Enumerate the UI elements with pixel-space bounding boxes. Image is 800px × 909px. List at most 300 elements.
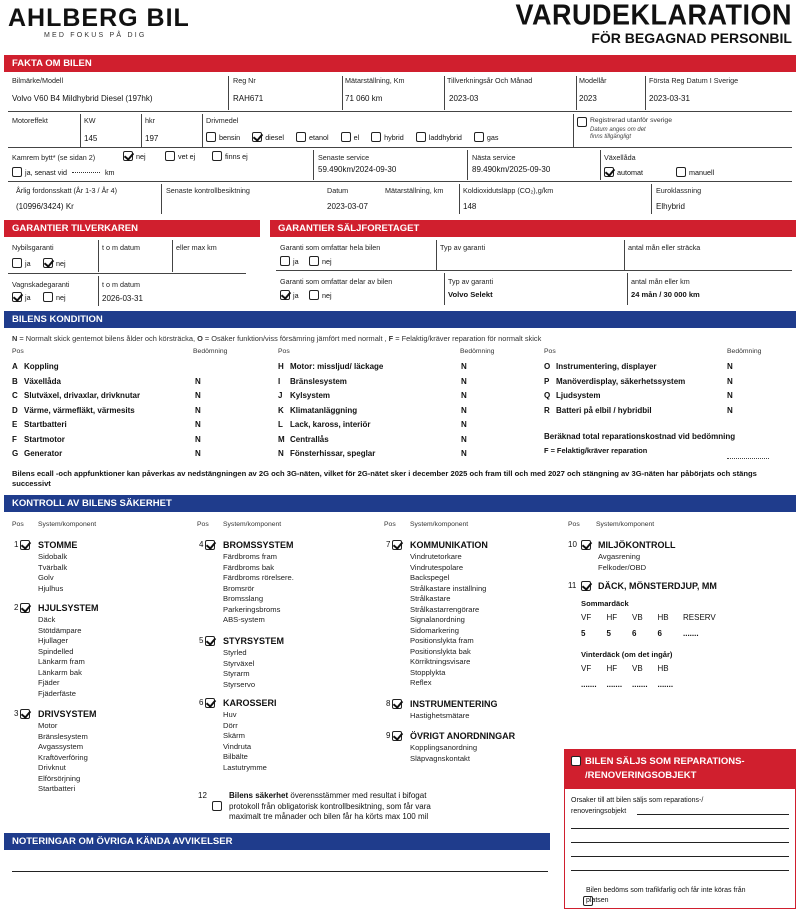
fuel-gas-checkbox[interactable] (474, 132, 484, 142)
safety-component: Parkeringsbroms (223, 604, 281, 614)
mfg-value: 2023-03 (449, 94, 479, 103)
safety-component: Släpvagnskontakt (410, 753, 470, 763)
firstreg-value: 2023-03-31 (649, 94, 690, 103)
safety-component: Kopplingsanordning (410, 743, 478, 752)
safety-group-number: 2 (14, 603, 19, 612)
safety-item12-text: Bilens säkerhet överensstämmer med resultat i bifogat protokoll från obligatorisk kontrollbesiktning, som får vara maximalt tre månader och bilen får ha körts max 100 mil (229, 791, 431, 821)
parts-no-checkbox[interactable] (309, 290, 319, 300)
repair-object-checkbox[interactable] (571, 756, 581, 766)
safety-component: Startbatteri (38, 784, 76, 793)
condition-item-label: Koppling (24, 362, 59, 371)
safety-component: Backspegel (410, 573, 450, 582)
timing-none-checkbox[interactable] (212, 151, 222, 161)
timing-unknown-option[interactable]: vet ej (165, 151, 195, 161)
whole-type-label: Typ av garanti (440, 243, 486, 252)
winter-tires-label: Vinterdäck (om det ingår) (581, 650, 673, 659)
newcar-maxkm-label: eller max km (176, 243, 217, 252)
fuel-gas-option[interactable]: gas (474, 132, 499, 142)
section-warranty-seller-title: GARANTIER SÄLJFORETAGET (270, 220, 796, 237)
safety-component: Hjullager (38, 636, 68, 645)
safety-component: Hjulhus (38, 583, 64, 593)
fuel-diesel-option[interactable]: diesel (252, 132, 284, 142)
page-title: VARUDEKLARATION (515, 0, 792, 31)
condition-pos: Q (544, 391, 551, 400)
condition-pos: L (278, 420, 283, 429)
condition-rating[interactable]: N (461, 434, 467, 444)
safety-group-title: BROMSSYSTEM (223, 540, 294, 550)
safety-component: Styrarm (223, 669, 250, 678)
condition-pos: N (278, 449, 284, 458)
safety-sys-header-2: System/komponent (223, 521, 282, 528)
safety-component: Stopplykta (410, 667, 446, 677)
whole-yes-option[interactable]: ja (280, 256, 299, 266)
tire-cell: RESERV (683, 613, 716, 622)
safety-component: Sidobalk (38, 552, 68, 561)
safety-component: Vindrutetorkare (410, 552, 462, 561)
parts-yes-checkbox[interactable] (280, 290, 290, 300)
whole-months-label: antal mån eller sträcka (628, 243, 701, 252)
safety-component: Lastutrymme (223, 762, 267, 772)
safety-item12-checkbox[interactable] (212, 801, 222, 811)
condition-pos-header-3: Pos (544, 348, 556, 355)
odometer-label: Mätarställning, Km (345, 76, 405, 85)
condition-item-label: Värme, värmefläkt, värmesits (24, 405, 135, 415)
condition-rating[interactable]: N (461, 391, 467, 400)
timing-none-option[interactable]: finns ej (212, 151, 248, 161)
condition-item-label: Instrumentering, displayer (556, 362, 657, 371)
fakta-row-1 (4, 73, 796, 111)
safety-group-checkbox[interactable] (392, 699, 402, 709)
brand-logo: AHLBERG BIL (8, 4, 190, 32)
repair-reason-line-4[interactable] (571, 870, 789, 871)
gearbox-auto-checkbox[interactable] (604, 167, 614, 177)
safety-component: Motor (38, 721, 58, 730)
whole-no-checkbox[interactable] (309, 256, 319, 266)
gearbox-manual-option[interactable]: manuell (676, 167, 714, 177)
foreign-reg-label: Registrerad utanför sverige (590, 117, 672, 124)
modelyear-label: Modellår (579, 76, 607, 85)
repair-object-title: BILEN SÄLJS SOM REPARATIONS- /RENOVERINGSOBJEKT (585, 756, 745, 781)
condition-rating-header-1: Bedömning (193, 348, 228, 355)
fuel-options (206, 132, 499, 142)
safety-group-checkbox[interactable] (581, 540, 591, 550)
safety-group-number: 9 (386, 731, 391, 740)
safety-component: Däck (38, 615, 56, 624)
safety-component: Bränslesystem (38, 731, 88, 741)
condition-item-label: Kylsystem (290, 391, 331, 400)
fuel-hybrid-checkbox[interactable] (371, 132, 381, 142)
safety-pos-header-4: Pos (568, 521, 580, 528)
hk-value: 197 (145, 134, 159, 143)
safety-component: Länkarm bak (38, 667, 82, 677)
condition-pos: O (544, 362, 551, 371)
safety-sys-header-4: System/komponent (596, 521, 655, 528)
safety-group-number: 5 (199, 636, 204, 645)
safety-group-checkbox[interactable] (581, 581, 591, 591)
safety-component: Huv (223, 710, 237, 719)
fuel-diesel-checkbox[interactable] (252, 132, 262, 142)
gearbox-label: Växellåda (604, 153, 636, 162)
condition-pos: R (544, 405, 550, 415)
condition-pos: H (278, 362, 284, 371)
tire-cell: HF (606, 613, 618, 622)
condition-item-label: Växellåda (24, 376, 61, 386)
hk-label: hkr (145, 116, 155, 125)
wagon-warranty-label: Vagnskadegaranti (12, 280, 70, 289)
safety-component: Stötdämpare (38, 625, 82, 635)
safety-group (197, 636, 285, 689)
parts-type-label: Typ av garanti (448, 277, 494, 286)
wagon-no-option[interactable]: nej (43, 292, 66, 302)
repair-reason-line-3[interactable] (571, 856, 789, 857)
condition-rating[interactable]: N (195, 405, 201, 415)
safety-component: Strålkastarrengörare (410, 604, 480, 614)
condition-item-label: Bränslesystem (290, 376, 347, 386)
condition-item-label: Klimatanläggning (290, 405, 358, 415)
tire-cell: VF (581, 664, 592, 673)
timing-belt-label: Kamrem bytt* (se sidan 2) (12, 153, 96, 162)
safety-group-number: 11 (568, 581, 577, 590)
repair-reason-line-0[interactable] (637, 814, 789, 815)
safety-group (384, 540, 488, 687)
parts-warranty-label: Garanti som omfattar delar av bilen (280, 277, 393, 286)
wagon-no-checkbox[interactable] (43, 292, 53, 302)
co2-value: 148 (463, 202, 477, 211)
euro-value: Elhybrid (656, 202, 685, 211)
safety-group-checkbox[interactable] (20, 603, 30, 613)
parts-no-option[interactable]: nej (309, 290, 332, 300)
timing-unknown-checkbox[interactable] (165, 151, 175, 161)
safety-group-checkbox[interactable] (20, 540, 30, 550)
safety-group-title: DRIVSYSTEM (38, 709, 97, 719)
safety-component: Reflex (410, 678, 432, 687)
safety-component: Spindelled (38, 646, 74, 656)
safety-component: Bromsrör (223, 583, 255, 593)
repair-cost-label: Beräknad total reparationskostnad vid bedömning (544, 432, 736, 441)
condition-pos: E (12, 420, 18, 429)
timing-no-checkbox[interactable] (123, 151, 133, 161)
tire-cell[interactable]: 5 (606, 629, 611, 638)
safety-group-title: STYRSYSTEM (223, 636, 285, 646)
kw-label: KW (84, 116, 96, 125)
section-notes-title: NOTERINGAR OM ÖVRIGA KÄNDA AVVIKELSER (4, 833, 550, 850)
whole-warranty-label: Garanti som omfattar hela bilen (280, 243, 381, 252)
condition-item-label: Startmotor (24, 434, 65, 444)
euro-label: Euroklassning (656, 186, 702, 195)
foreign-reg-checkbox[interactable] (577, 117, 587, 127)
safety-pos-header-1: Pos (12, 521, 24, 528)
newcar-no-checkbox[interactable] (43, 258, 53, 268)
condition-rating[interactable]: N (727, 362, 733, 371)
nextservice-label: Nästa service (472, 153, 516, 162)
gearbox-manual-checkbox[interactable] (676, 167, 686, 177)
condition-pos: J (278, 391, 283, 400)
safety-group-checkbox[interactable] (205, 540, 215, 550)
tire-cell: HB (657, 613, 669, 622)
section-fakta-title: FAKTA OM BILEN (4, 55, 796, 72)
safety-component: Styrled (223, 648, 247, 657)
wagon-tom-value: 2026-03-31 (102, 294, 143, 303)
inspection-label: Senaste kontrollbesiktning (166, 186, 250, 195)
safety-component: Dörr (223, 720, 238, 730)
fuel-label: Drivmedel (206, 116, 239, 125)
fuel-bensin-checkbox[interactable] (206, 132, 216, 142)
whole-yes-checkbox[interactable] (280, 256, 290, 266)
safety-component: Avgasrening (598, 552, 641, 561)
lastservice-label: Senaste service (318, 153, 370, 162)
condition-legend: N = Normalt skick gentemot bilens ålder och körsträcka, O = Osäker funktion/viss försämring jämfört med normalt , F = Felaktig/kräver reparation för normalt skick (12, 334, 542, 343)
timing-yes-checkbox[interactable] (12, 167, 22, 177)
tire-cell[interactable]: ....... (632, 680, 648, 689)
section-warranty-manufacturer-title: GARANTIER TILVERKAREN (4, 220, 260, 237)
fuel-etanol-option[interactable]: etanol (296, 132, 329, 142)
timing-no-option[interactable]: nej (123, 151, 146, 161)
condition-rating[interactable]: N (461, 449, 467, 458)
fuel-etanol-checkbox[interactable] (296, 132, 306, 142)
safety-component: Sidomarkering (410, 625, 459, 635)
safety-component: Färdbroms rörelsere. (223, 573, 294, 582)
condition-item-label: Ljudsystem (556, 391, 601, 400)
summer-tires-label: Sommardäck (581, 599, 629, 608)
safety-component: Fjäder (38, 678, 60, 687)
condition-pos: M (278, 434, 285, 444)
safety-group-title: MILJÖKONTROLL (598, 540, 676, 550)
model-value: Volvo V60 B4 Mildhybrid Diesel (197hk) (12, 94, 153, 103)
condition-pos: G (12, 449, 19, 458)
condition-item-label: Generator (24, 449, 63, 458)
safety-component: Positionslykta bak (410, 646, 471, 656)
safety-group-number: 1 (14, 540, 19, 549)
newcar-tom-label: t o m datum (102, 243, 140, 252)
condition-pos: A (12, 362, 18, 371)
condition-pos: F (12, 434, 17, 444)
wagon-yes-checkbox[interactable] (12, 292, 22, 302)
mfg-label: Tillverkningsår Och Månad (447, 76, 533, 85)
safety-component: Hastighetsmätare (410, 711, 470, 720)
newcar-warranty-label: Nybilsgaranti (12, 243, 54, 252)
safety-component: Bilbälte (223, 752, 248, 761)
condition-rating[interactable]: N (727, 376, 733, 386)
safety-component: Färdbroms fram (223, 552, 278, 561)
newcar-yes-option[interactable]: ja (12, 258, 31, 268)
condition-item-label: Batteri på elbil / hybridbil (556, 405, 652, 415)
safety-group-checkbox[interactable] (20, 709, 30, 719)
brand-tagline: MED FOKUS PÅ DIG (44, 32, 147, 39)
safety-component: Styrservo (223, 679, 256, 689)
parts-months-label: antal mån eller km (631, 277, 690, 286)
tire-cell: HB (657, 664, 669, 673)
safety-component: Elförsörjning (38, 773, 81, 783)
safety-pos-header-2: Pos (197, 521, 209, 528)
condition-rating[interactable]: N (195, 449, 201, 458)
condition-pos: B (12, 376, 18, 386)
safety-component: Bromsslang (223, 594, 264, 603)
fuel-bensin-option[interactable]: bensin (206, 132, 240, 142)
tire-cell: HF (606, 664, 618, 673)
safety-component: Drivknut (38, 763, 66, 772)
safety-group (568, 581, 717, 591)
newcar-yes-checkbox[interactable] (12, 258, 22, 268)
safety-group-number: 8 (386, 699, 391, 708)
condition-rating[interactable]: N (195, 434, 201, 444)
foreign-note-2: finns tillgängligt (590, 134, 632, 140)
page-subtitle: FÖR BEGAGNAD PERSONBIL (591, 30, 792, 46)
condition-pos: I (278, 376, 281, 386)
condition-item-label: Startbatteri (24, 420, 67, 429)
condition-rating-header-3: Bedömning (727, 348, 762, 355)
tax-label: Årlig fordonsskatt (År 1-3 / År 4) (16, 186, 118, 195)
tire-cell: VB (632, 664, 643, 673)
tire-cell[interactable]: 6 (632, 629, 637, 638)
odometer-value: 71 060 km (345, 94, 383, 103)
safety-group (12, 540, 78, 593)
condition-pos: D (12, 405, 18, 415)
fuel-laddhybrid-option[interactable]: laddhybrid (416, 132, 462, 142)
condition-rating[interactable]: N (195, 391, 201, 400)
tax-value: (10996/3424) Kr (16, 202, 74, 211)
modelyear-value: 2023 (579, 94, 597, 103)
inspection-date-value: 2023-03-07 (327, 202, 368, 211)
safety-component: Vindrutespolare (410, 562, 464, 572)
inspection-date-label: Datum (327, 186, 349, 195)
parts-yes-option[interactable]: ja (280, 290, 299, 300)
repair-cost-field[interactable] (727, 458, 769, 459)
tire-cell[interactable]: ....... (581, 680, 597, 689)
safety-group (384, 699, 498, 720)
condition-rating[interactable]: N (461, 405, 467, 415)
repair-reason-line-2[interactable] (571, 842, 789, 843)
safety-group (12, 603, 99, 698)
fuel-laddhybrid-checkbox[interactable] (416, 132, 426, 142)
repair-f-label: F = Felaktig/kräver reparation (544, 446, 648, 455)
section-condition-title: BILENS KONDITION (4, 311, 796, 328)
safety-group-checkbox[interactable] (392, 731, 402, 741)
wagon-tom-label: t o m datum (102, 280, 140, 289)
notes-line-1[interactable] (12, 871, 548, 872)
condition-item-label: Fönsterhissar, speglar (290, 449, 376, 458)
safety-group-checkbox[interactable] (205, 698, 215, 708)
condition-pos: P (544, 376, 550, 386)
safety-group-number: 6 (199, 698, 204, 707)
fuel-el-option[interactable]: el (341, 132, 360, 142)
safety-group-checkbox[interactable] (205, 636, 215, 646)
safety-group-title: HJULSYSTEM (38, 603, 99, 613)
tire-cell: VF (581, 613, 592, 622)
power-label: Motoreffekt (12, 116, 48, 125)
foreign-note-1: Datum anges om det (590, 127, 646, 133)
safety-group-number: 3 (14, 709, 19, 718)
whole-no-option[interactable]: nej (309, 256, 332, 266)
tire-cell[interactable]: 6 (657, 629, 662, 638)
condition-pos: C (12, 391, 18, 400)
tire-cell: VB (632, 613, 643, 622)
safety-sys-header-1: System/komponent (38, 521, 97, 528)
safety-component: Signalanordning (410, 615, 465, 624)
repair-reason-line-1[interactable] (571, 828, 789, 829)
condition-pos-header-1: Pos (12, 348, 24, 355)
tire-cell[interactable]: ....... (606, 680, 623, 689)
condition-rating[interactable]: N (461, 376, 467, 386)
repair-reason-label: Orsaker till att bilen säljs som reparations-/ renoveringsobjekt (571, 797, 704, 815)
tire-cell[interactable]: ....... (683, 629, 699, 638)
safety-group (197, 698, 277, 772)
safety-group (197, 540, 294, 624)
fuel-hybrid-option[interactable]: hybrid (371, 132, 404, 142)
parts-type-value: Volvo Selekt (448, 290, 493, 299)
safety-component: Golv (38, 573, 54, 582)
network-note: Bilens ecall -och appfunktioner kan påverkas av nedstängningen av 2G och 3G-näten, vilket för 2G-nätet sker i december 2025 och fram till och med 2027 och stängning av 3G-näten har påbörjats och stängs successivt (12, 469, 757, 488)
safety-component: ABS-system (223, 615, 265, 624)
safety-component: Positionslykta fram (410, 636, 474, 645)
safety-group (12, 709, 97, 793)
timing-yes-option[interactable]: ja, senast vid km (12, 167, 115, 177)
kw-value: 145 (84, 134, 98, 143)
condition-pos: K (278, 405, 284, 415)
inspection-odo-label: Mätarställning, km (385, 186, 444, 195)
safety-component: Körriktningsvisare (410, 657, 471, 666)
safety-component: Länkarm fram (38, 657, 85, 666)
safety-component: Kraftöverföring (38, 752, 88, 762)
safety-group-checkbox[interactable] (392, 540, 402, 550)
gearbox-auto-option[interactable]: automat (604, 167, 643, 177)
condition-rating[interactable]: N (195, 376, 201, 386)
safety-group-title: KAROSSERI (223, 698, 277, 708)
condition-rating[interactable]: N (195, 420, 201, 429)
condition-item-label: Manöverdisplay, säkerhetssystem (556, 376, 686, 386)
safety-component: Styrväxel (223, 658, 255, 668)
regnr-label: Reg Nr (233, 76, 256, 85)
condition-item-label: Centrallås (290, 434, 329, 444)
safety-item12-number: 12 (198, 791, 207, 800)
wagon-yes-option[interactable]: ja (12, 292, 31, 302)
condition-rating[interactable]: N (461, 420, 467, 429)
section-safety-title: KONTROLL AV BILENS SÄKERHET (4, 495, 796, 512)
firstreg-label: Första Reg Datum I Sverige (649, 76, 739, 85)
condition-pos-header-2: Pos (278, 348, 290, 355)
safety-component: Tvärbalk (38, 562, 68, 572)
condition-rating[interactable]: N (461, 362, 467, 371)
fuel-el-checkbox[interactable] (341, 132, 351, 142)
safety-component: Avgassystem (38, 742, 84, 751)
safety-pos-header-3: Pos (384, 521, 396, 528)
condition-item-label: Lack, kaross, interiör (290, 420, 371, 429)
safety-group-number: 10 (568, 540, 577, 549)
condition-item-label: Slutväxel, drivaxlar, drivknutar (24, 391, 141, 400)
safety-component: Skärm (223, 731, 245, 740)
unsafe-label: Bilen bedöms som trafikfarlig och får inte köras från platsen (586, 887, 746, 904)
nextservice-value: 89.490km/2025-09-30 (472, 165, 551, 174)
condition-rating-header-2: Bedömning (460, 348, 495, 355)
safety-group-title: STOMME (38, 540, 78, 550)
condition-item-label: Motor: missljud/ läckage (290, 362, 384, 371)
safety-group (384, 731, 516, 763)
tire-cell[interactable]: ....... (657, 680, 674, 689)
safety-component: Färdbroms bak (223, 562, 275, 572)
safety-component: Fjäderfäste (38, 688, 76, 698)
condition-rating[interactable]: N (727, 405, 733, 415)
safety-group-title: ÖVRIGT ANORDNINGAR (410, 731, 516, 741)
tire-cell[interactable]: 5 (581, 629, 586, 638)
condition-rating[interactable]: N (727, 391, 733, 400)
co2-label: Koldioxidutsläpp (CO₂),g/km (463, 186, 554, 195)
parts-months-value: 24 mån / 30 000 km (631, 290, 700, 299)
newcar-no-option[interactable]: nej (43, 258, 66, 268)
safety-group-title: INSTRUMENTERING (410, 699, 498, 709)
safety-group-title: DÄCK, MÖNSTERDJUP, MM (598, 581, 717, 591)
safety-sys-header-3: System/komponent (410, 521, 469, 528)
repair-object-header (564, 749, 796, 789)
regnr-value: RAH671 (233, 94, 264, 103)
